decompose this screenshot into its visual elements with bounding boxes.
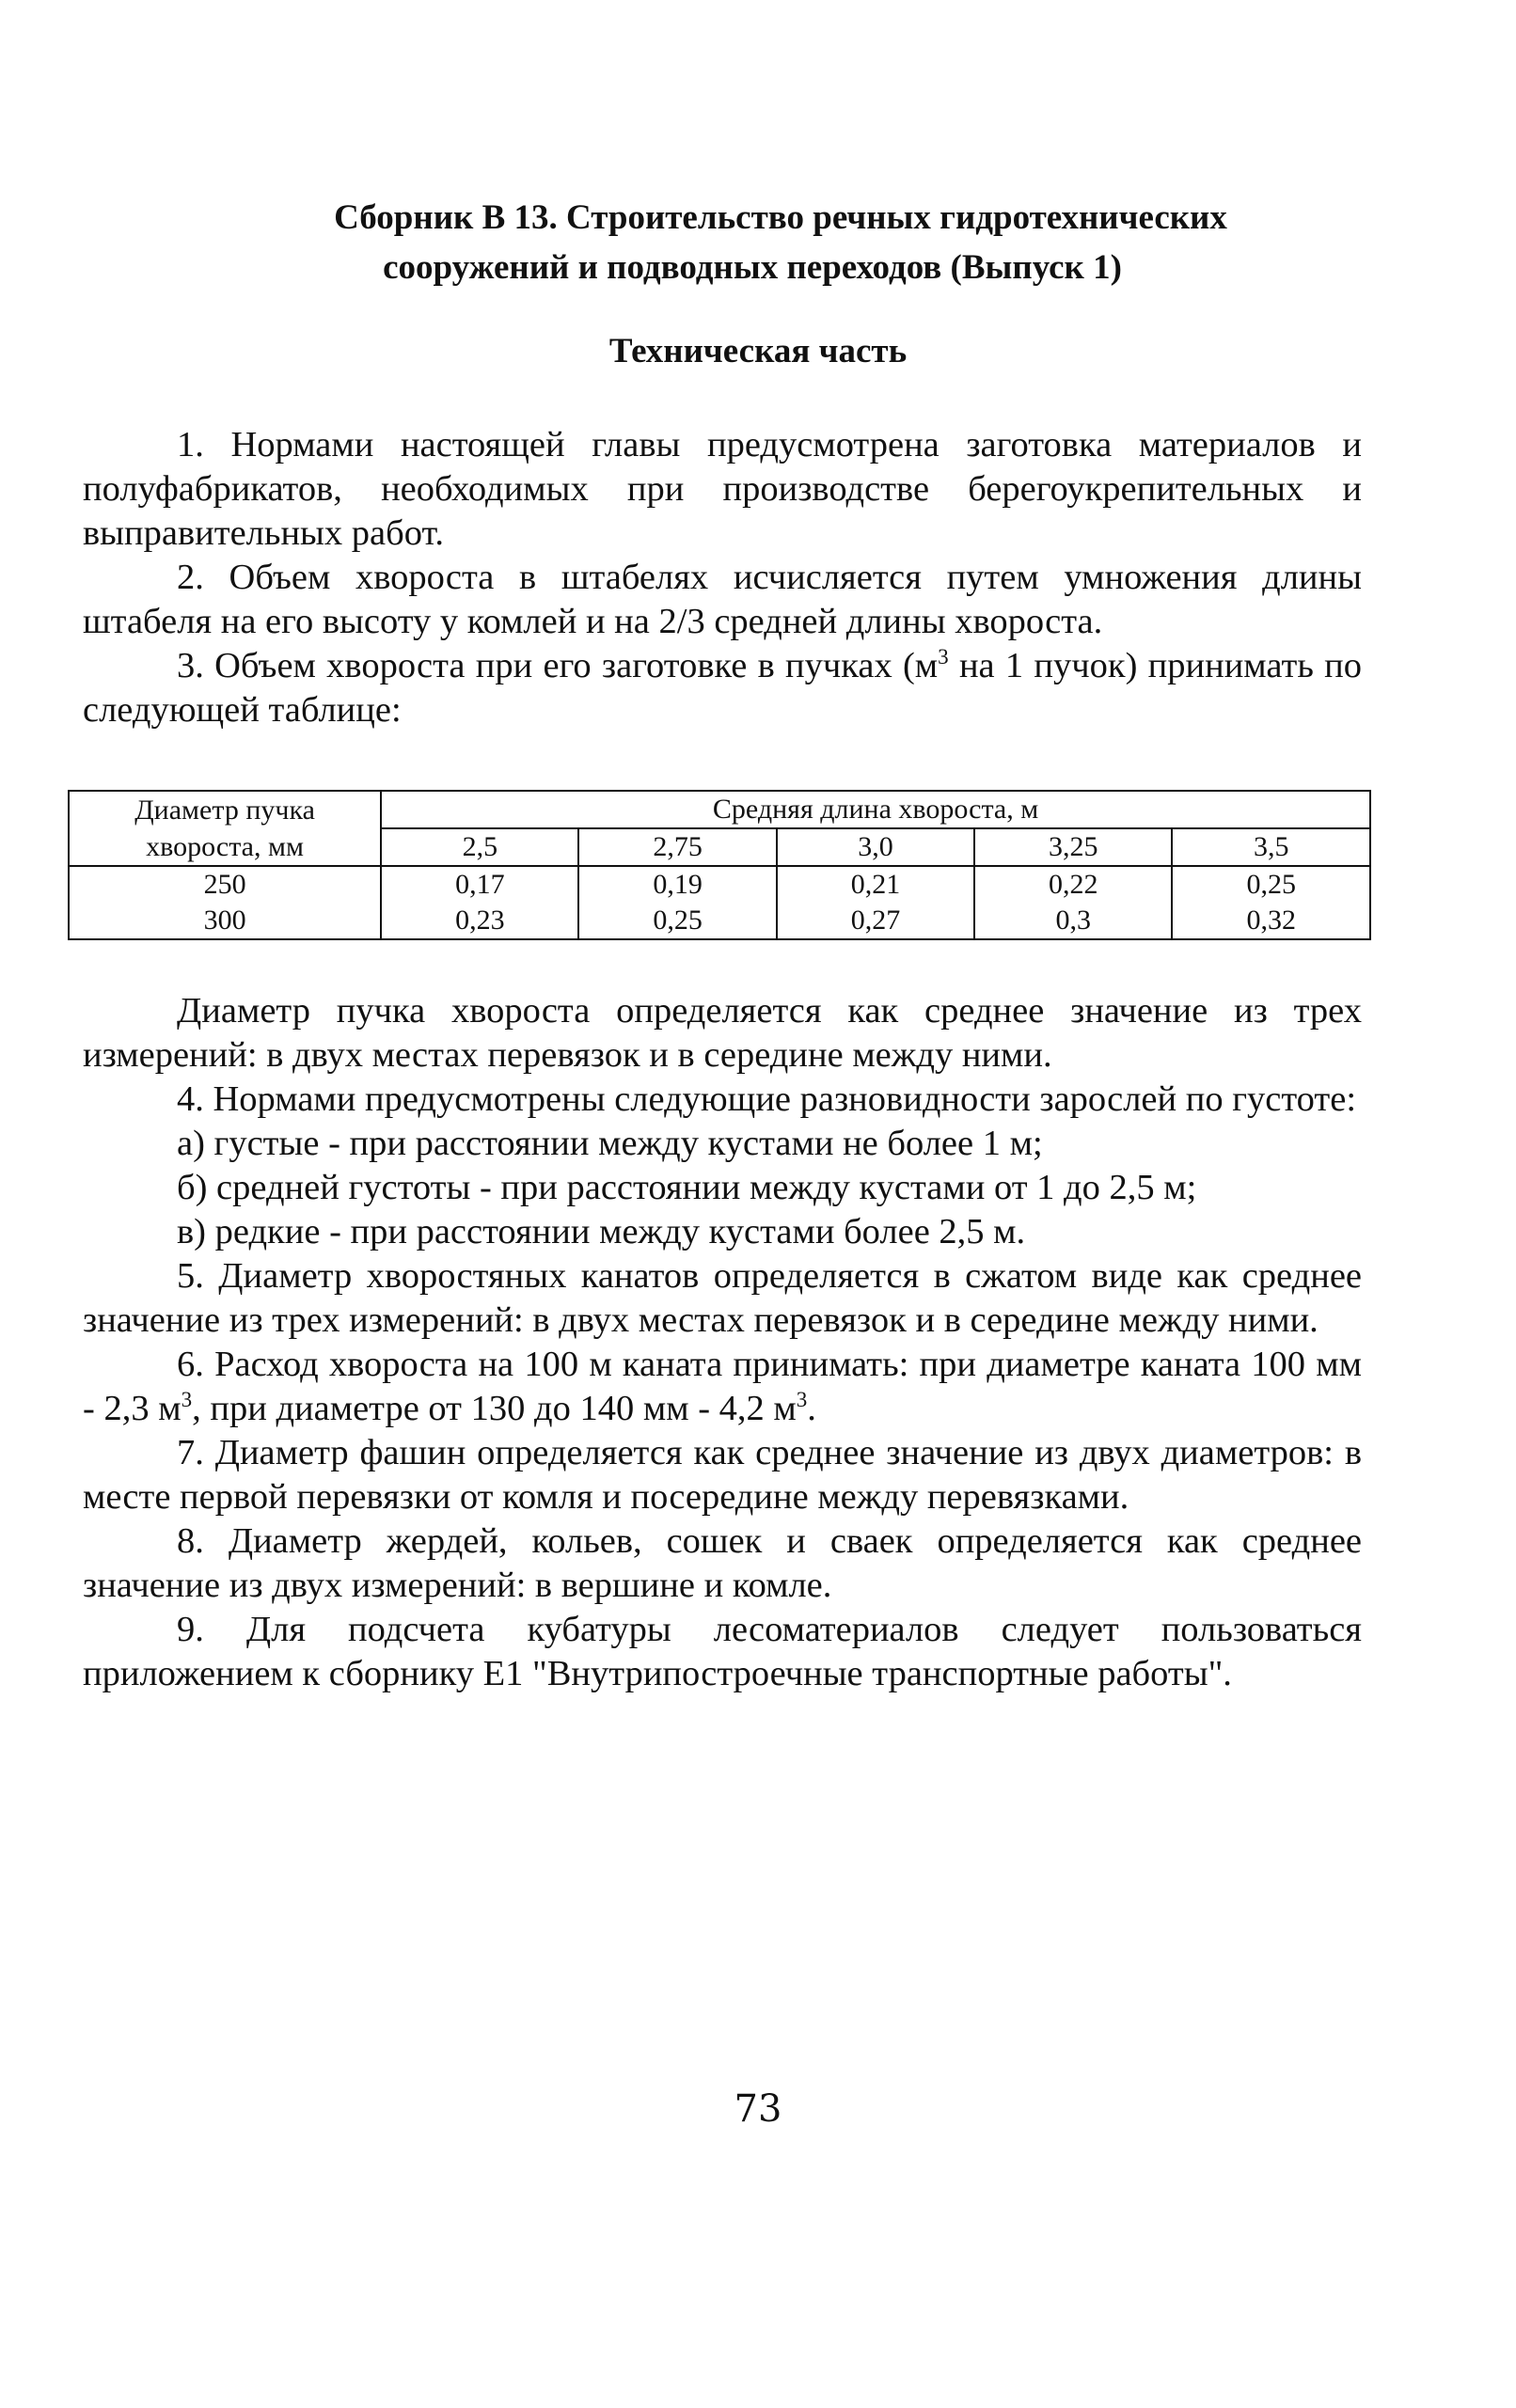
row-header-cell xyxy=(69,791,381,828)
table-header-row-2 xyxy=(69,828,1370,866)
row-header-cell-cont xyxy=(69,828,381,866)
value-cell: 0,23 xyxy=(381,903,578,939)
value-cell: 0,25 xyxy=(1172,866,1370,903)
paragraph-3-text-end: на 1 пучок) принимать по следующей таблице: xyxy=(83,646,1362,730)
page-number: 73 xyxy=(734,2087,782,2131)
value-cell: 0,25 xyxy=(578,903,776,939)
diameter-cell: 300 xyxy=(69,903,381,939)
paragraph-8: 8. Диаметр жердей, кольев, сошек и сваек определяется как среднее значение из двух измерений: в вершине и комле. xyxy=(83,1521,1362,1605)
paragraph-2: 2. Объем хвороста в штабелях исчисляется путем умножения длины штабеля на его высоту у комлей и на 2/3 средней длины хвороста. xyxy=(83,558,1362,641)
title-line-1: Сборник В 13. Строительство речных гидротехнических xyxy=(334,198,1227,237)
paragraph-7: 7. Диаметр фашин определяется как среднее значение из двух диаметров: в месте первой перевязки от комля и посередине между перевязками. xyxy=(83,1433,1362,1517)
paragraph-6-text-end: . xyxy=(807,1389,816,1428)
brushwood-volume-table xyxy=(68,790,1371,940)
paragraph-6-text: 6. Расход хвороста на 100 м каната принимать: при диаметре каната 100 мм - 2,3 м xyxy=(83,1345,1362,1428)
row-header-line-1: Диаметр пучка xyxy=(134,794,315,826)
table-header-row-1 xyxy=(69,791,1370,828)
column-header: 2,75 xyxy=(578,828,776,866)
value-cell: 0,19 xyxy=(578,866,776,903)
intro-text xyxy=(83,423,1362,732)
column-header: 2,5 xyxy=(381,828,578,866)
value-cell: 0,27 xyxy=(777,903,974,939)
list-item-c: в) редкие - при расстоянии между кустами более 2,5 м. xyxy=(177,1212,1026,1251)
table-row xyxy=(69,903,1370,939)
paragraph-4: 4. Нормами предусмотрены следующие разновидности зарослей по густоте: xyxy=(177,1079,1357,1119)
paragraph-1: 1. Нормами настоящей главы предусмотрена заготовка материалов и полуфабрикатов, необходимых при производстве берегоукрепительных и выправительных работ. xyxy=(83,425,1362,553)
value-cell: 0,17 xyxy=(381,866,578,903)
superscript: 3 xyxy=(796,1387,808,1412)
column-header: 3,25 xyxy=(974,828,1172,866)
paragraph-3-text: 3. Объем хвороста при его заготовке в пучках (м xyxy=(177,646,939,685)
paragraph-5: 5. Диаметр хворостяных канатов определяется в сжатом виде как среднее значение из трех измерений: в двух местах перевязок и в середине между ними. xyxy=(83,1256,1362,1340)
table-row xyxy=(69,866,1370,903)
superscript: 3 xyxy=(938,644,949,669)
superscript: 3 xyxy=(181,1387,193,1412)
paragraph-3 xyxy=(83,644,1362,732)
title-line-2: сооружений и подводных переходов (Выпуск 1) xyxy=(383,248,1122,287)
column-group-header: Средняя длина хвороста, м xyxy=(381,791,1370,828)
paragraph-9: 9. Для подсчета кубатуры лесоматериалов следует пользоваться приложением к сборнику Е1 "Внутрипостроечные транспортные работы". xyxy=(83,1610,1362,1693)
list-item-b: б) средней густоты - при расстоянии между кустами от 1 до 2,5 м; xyxy=(177,1168,1197,1207)
list-item-a: а) густые - при расстоянии между кустами не более 1 м; xyxy=(177,1124,1043,1163)
paragraph-6 xyxy=(83,1343,1362,1431)
row-header-line-2: хвороста, мм xyxy=(146,830,304,862)
value-cell: 0,3 xyxy=(974,903,1172,939)
value-cell: 0,21 xyxy=(777,866,974,903)
body-text xyxy=(83,989,1362,1696)
diameter-cell: 250 xyxy=(69,866,381,903)
collection-title xyxy=(188,193,1317,292)
value-cell: 0,32 xyxy=(1172,903,1370,939)
section-heading: Техническая часть xyxy=(608,332,908,370)
value-cell: 0,22 xyxy=(974,866,1172,903)
paragraph-diameter: Диаметр пучка хвороста определяется как среднее значение из трех измерений: в двух местах перевязок и в середине между ними. xyxy=(83,991,1362,1075)
column-header: 3,0 xyxy=(777,828,974,866)
paragraph-6-text-2: , при диаметре от 130 до 140 мм - 4,2 м xyxy=(192,1389,797,1428)
column-header: 3,5 xyxy=(1172,828,1370,866)
